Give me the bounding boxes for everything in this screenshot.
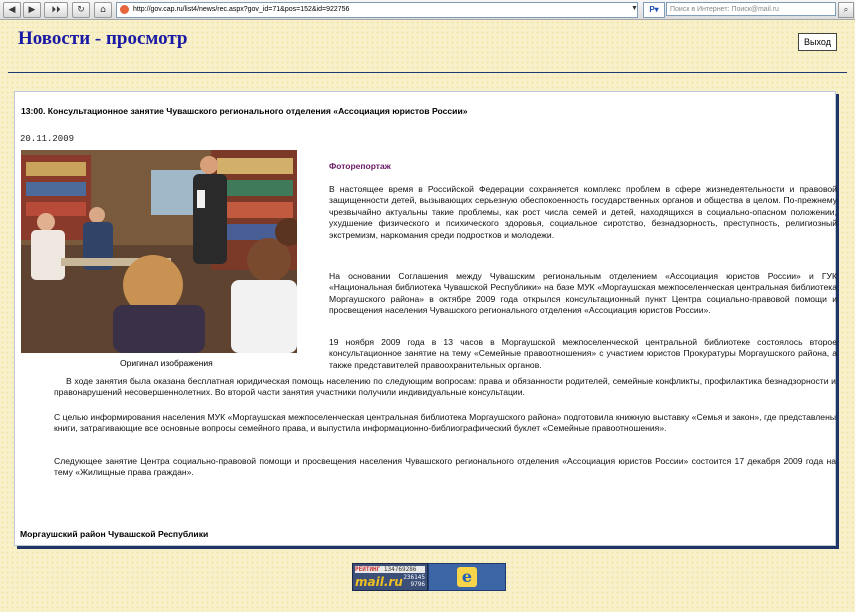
counter-line2: 9796 [410, 581, 425, 588]
back-icon[interactable]: ◀ [3, 2, 21, 18]
region-footer: Моргаушский район Чувашской Республики [20, 529, 209, 539]
mailru-counter[interactable] [352, 563, 428, 591]
article-paragraph: В настоящее время в Российской Федерации сохраняется комплекс проблем в сфере жизнедеятельности и правовой защищенности детей, вызывающих серьезную обеспокоенность государственных органов и общества в целом. По-прежнему чрезвычайно актуальны такие проблемы, как рост числа семей и детей, находящихся в социально-опасном положении, ухудшение физического и психического здоровья, социальное сиротство, безнадзорность, преступность, религиозный экстремизм, наркомания среди подростков и молодежи. [329, 184, 837, 240]
article-paragraph: На основании Соглашения между Чувашским региональным отделением «Ассоциация юристов России» и ГУК «Национальная библиотека Чувашской Республики» на базе МУК «Моргаушская межпоселенческая центральная библиотека Моргаушского района» в октябре 2009 года открылся консультационный пункт Центра социально-правовой помощи и просвещения населения Чувашского регионального отделения «Ассоциация юристов России». [329, 271, 837, 316]
article-paragraph: 19 ноября 2009 года в 13 часов в Моргаушской межпоселенческой центральной библиотеке состоялось второе консультационное занятие на тему «Семейные правоотношения» с участием юристов Прокуратуры Моргаушского района, а также представителей правоохранительных органов. [329, 337, 837, 370]
refresh-icon[interactable]: ↻ [72, 2, 90, 18]
logout-button[interactable]: Выход [798, 33, 837, 51]
address-text: http://gov.cap.ru/list4/news/rec.aspx?gov_id=71&pos=152&id=922756 [133, 6, 350, 13]
ie-logo-icon: e [457, 567, 477, 587]
forward-icon[interactable]: ▶ [23, 2, 41, 18]
news-headline: 13:00. Консультационное занятие Чувашского регионального отделения «Ассоциация юристов России» [21, 106, 468, 116]
favicon [120, 5, 129, 14]
search-go-icon[interactable]: ⌕ [838, 2, 854, 18]
article-paragraph: Следующее занятие Центра социально-правовой помощи и просвещения населения Чувашского регионального отделения «Ассоциация юристов России» состоится 17 декабря 2009 года на тему «Жилищные права граждан». [54, 456, 836, 478]
search-engine-icon[interactable]: P▾ [643, 2, 665, 18]
counter-label: РЕЙТИНГ [355, 566, 381, 573]
search-input[interactable] [666, 2, 836, 16]
article-paragraph: В ходе занятия была оказана бесплатная юридическая помощь населению по следующим вопросам: права и обязанности родителей, семейные конфликты, профилактика безнадзорности и правонарушений несовершеннолетних. Во второй части занятия участники получили индивидуальные консультации. [54, 376, 836, 398]
counter-brand: mail.ru [355, 575, 403, 589]
section-subheading: Фоторепортаж [329, 161, 391, 171]
ie-badge[interactable] [428, 563, 506, 591]
article-paragraph: С целью информирования населения МУК «Моргаушская межпоселенческая центральная библиотека Моргаушского района» подготовила книжную выставку «Семья и закон», где представлены книги, затрагивающие все основные вопросы семейного права, и выпустила информационно-библиографический буклет «Семейные правоотношения». [54, 412, 836, 434]
divider [8, 72, 847, 73]
counter-total: 134769286 [383, 566, 417, 573]
news-date: 20.11.2009 [20, 134, 75, 144]
photo-caption[interactable]: Оригинал изображения [120, 358, 213, 368]
address-bar[interactable] [116, 2, 638, 18]
counter-top [355, 566, 425, 573]
news-panel [14, 91, 836, 546]
page-title: Новости - просмотр [18, 28, 188, 49]
address-dropdown-icon[interactable]: ▼ [631, 5, 638, 12]
photo-illustration [21, 150, 297, 353]
browser-toolbar [0, 0, 855, 20]
counter-line1: 236145 [403, 574, 425, 581]
history-icon[interactable]: ⏵⏵ [44, 2, 68, 18]
news-photo[interactable] [21, 150, 297, 353]
counter-numbers [395, 574, 425, 588]
home-icon[interactable]: ⌂ [94, 2, 112, 18]
search-placeholder: Поиск в Интернет: Поиск@mail.ru [670, 6, 779, 13]
